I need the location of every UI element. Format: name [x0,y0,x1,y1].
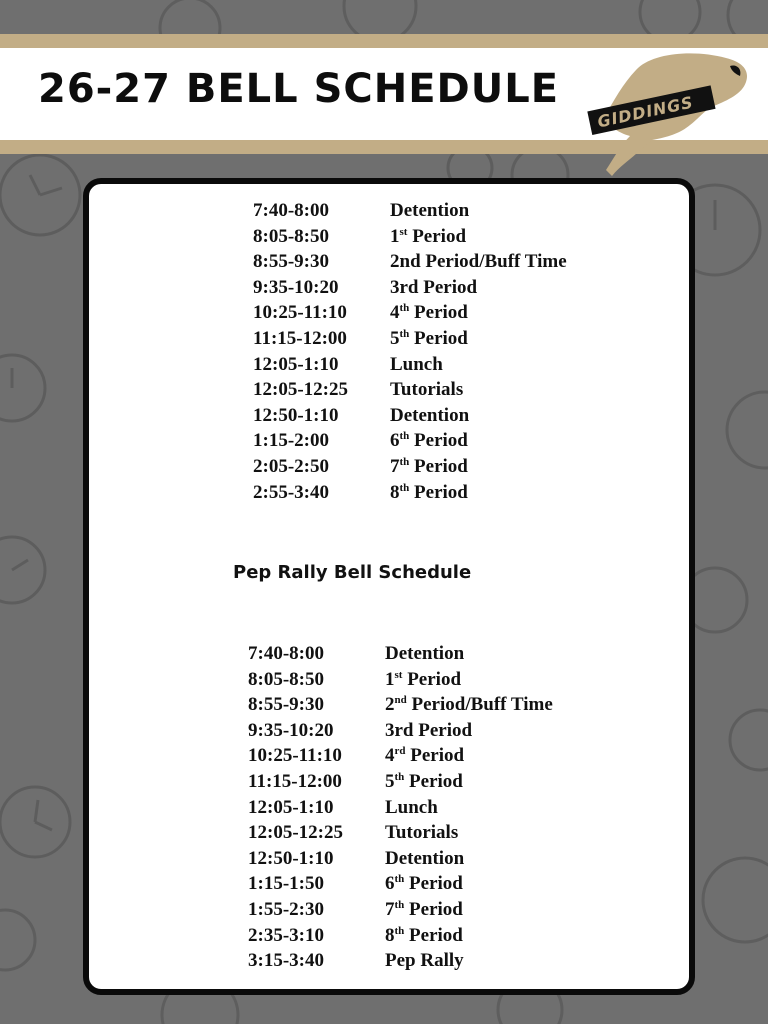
period-time: 3:15-3:40 [248,950,324,972]
ordinal-suffix: th [394,770,405,783]
period-label [385,669,461,690]
period-label-rest: Period [409,302,468,324]
period-label-rest: Period [404,873,463,895]
period-time: 8:55-9:30 [253,251,329,273]
period-time: 1:15-1:50 [248,873,324,895]
period-label [385,694,553,715]
period-label-text: Lunch [385,796,438,818]
ordinal-suffix: th [399,455,410,468]
period-time: 10:25-11:10 [248,745,342,767]
pep-rally-schedule-list [248,641,553,974]
ordinal-suffix: th [399,302,410,315]
period-time: 2:35-3:10 [248,924,324,946]
logo-text: GIDDINGS [595,92,696,132]
period-label [385,643,464,664]
ordinal-suffix: th [399,430,410,443]
ordinal-suffix: th [399,327,410,340]
period-label-rest: Period [409,455,468,477]
ordinal-suffix: th [394,924,405,937]
period-label [390,251,567,272]
period-label-text: Detention [390,200,470,221]
period-label [390,456,468,477]
period-label-text: Detention [390,404,470,426]
period-label [390,302,468,323]
period-label [390,354,443,375]
period-label [390,379,463,400]
period-time: 12:05-1:10 [248,796,334,818]
schedule-row [253,300,567,326]
period-time: 8:05-8:50 [253,225,329,247]
period-time: 8:55-9:30 [248,694,324,716]
period-label-text: Pep Rally [385,950,464,972]
ordinal-suffix: rd [394,745,406,758]
period-label [390,482,468,503]
period-label [385,745,464,766]
period-label-text: Tutorials [385,822,459,844]
period-label [390,226,466,247]
period-time: 2:05-2:50 [253,455,329,477]
period-label-rest: Period [407,225,467,247]
period-label-rest: Period/Buff Time [406,694,553,716]
schedule-row [248,897,553,923]
pep-rally-heading: Pep Rally Bell Schedule [233,562,472,583]
period-label [385,720,472,741]
schedule-row [253,352,567,378]
schedule-row [253,249,567,275]
period-label [385,848,464,869]
period-label-text: 4 [390,302,400,324]
schedule-row [248,795,553,821]
period-label-text: 1 [390,225,400,247]
period-time: 12:05-12:25 [248,822,343,844]
schedule-row [253,275,567,301]
period-time: 2:55-3:40 [253,481,329,503]
period-label-text: 8 [390,481,400,503]
period-time: 12:05-1:10 [253,353,339,375]
schedule-row [248,692,553,718]
period-time: 9:35-10:20 [248,719,334,741]
page-title: 26-27 BELL SCHEDULE [38,66,560,112]
schedule-row [248,769,553,795]
schedule-row [248,667,553,693]
ordinal-suffix: th [394,898,405,911]
period-label-text: Tutorials [390,379,464,401]
period-label [390,405,469,426]
schedule-row [248,641,553,667]
schedule-row [248,871,553,897]
period-label-text: 4 [385,745,395,767]
period-time: 11:15-12:00 [248,770,342,792]
period-time: 12:50-1:10 [248,847,334,869]
schedule-row [248,923,553,949]
period-time: 11:15-12:00 [253,327,347,349]
period-label-text: 5 [390,327,400,349]
period-label [385,899,463,920]
period-label-rest: Period [404,924,463,946]
ordinal-suffix: st [399,225,408,238]
buffalo-logo [586,48,756,176]
schedule-row [253,428,567,454]
period-label [385,771,463,792]
period-time: 9:35-10:20 [253,276,339,298]
ordinal-suffix: th [399,481,410,494]
period-label-rest: Period [405,745,465,767]
period-label [385,925,463,946]
period-label-text: 2 [385,694,395,716]
period-label-text: 7 [390,455,400,477]
period-label [385,797,438,818]
regular-schedule-list [253,198,567,505]
period-label-rest: Period [404,898,463,920]
schedule-row [248,948,553,974]
schedule-row [253,198,567,224]
period-label-text: 7 [385,898,395,920]
period-label-text: 6 [390,430,400,452]
period-time: 8:05-8:50 [248,668,324,690]
period-time: 1:55-2:30 [248,898,324,920]
period-label-text: 3rd Period [385,719,473,741]
period-time: 7:40-8:00 [253,200,329,221]
period-label-rest: Period [402,668,462,690]
period-label [385,950,464,971]
schedule-row [253,224,567,250]
schedule-row [253,403,567,429]
period-label-text: 2nd Period/Buff Time [390,251,567,273]
ordinal-suffix: st [394,668,403,681]
schedule-panel [83,178,695,995]
ordinal-suffix: th [394,873,405,886]
period-label [390,277,477,298]
period-label-rest: Period [409,327,468,349]
period-label-rest: Period [409,430,468,452]
period-time: 7:40-8:00 [248,643,324,664]
period-label-rest: Period [409,481,468,503]
period-label-text: 8 [385,924,395,946]
period-label-text: 6 [385,873,395,895]
period-label [385,822,458,843]
schedule-row [248,820,553,846]
period-label-rest: Period [404,770,463,792]
period-time: 12:05-12:25 [253,379,348,401]
period-label-text: 1 [385,668,395,690]
period-label-text: 5 [385,770,395,792]
ordinal-suffix: nd [394,694,407,707]
period-time: 12:50-1:10 [253,404,339,426]
schedule-row [248,718,553,744]
period-label-text: Detention [385,847,465,869]
period-label-text: 3rd Period [390,276,478,298]
period-label [385,873,463,894]
schedule-row [253,480,567,506]
schedule-row [253,454,567,480]
schedule-row [253,326,567,352]
period-time: 10:25-11:10 [253,302,347,324]
period-time: 1:15-2:00 [253,430,329,452]
period-label [390,328,468,349]
period-label [390,200,469,221]
period-label [390,430,468,451]
period-label-text: Detention [385,643,465,664]
schedule-row [248,743,553,769]
period-label-text: Lunch [390,353,443,375]
schedule-row [248,846,553,872]
schedule-row [253,377,567,403]
